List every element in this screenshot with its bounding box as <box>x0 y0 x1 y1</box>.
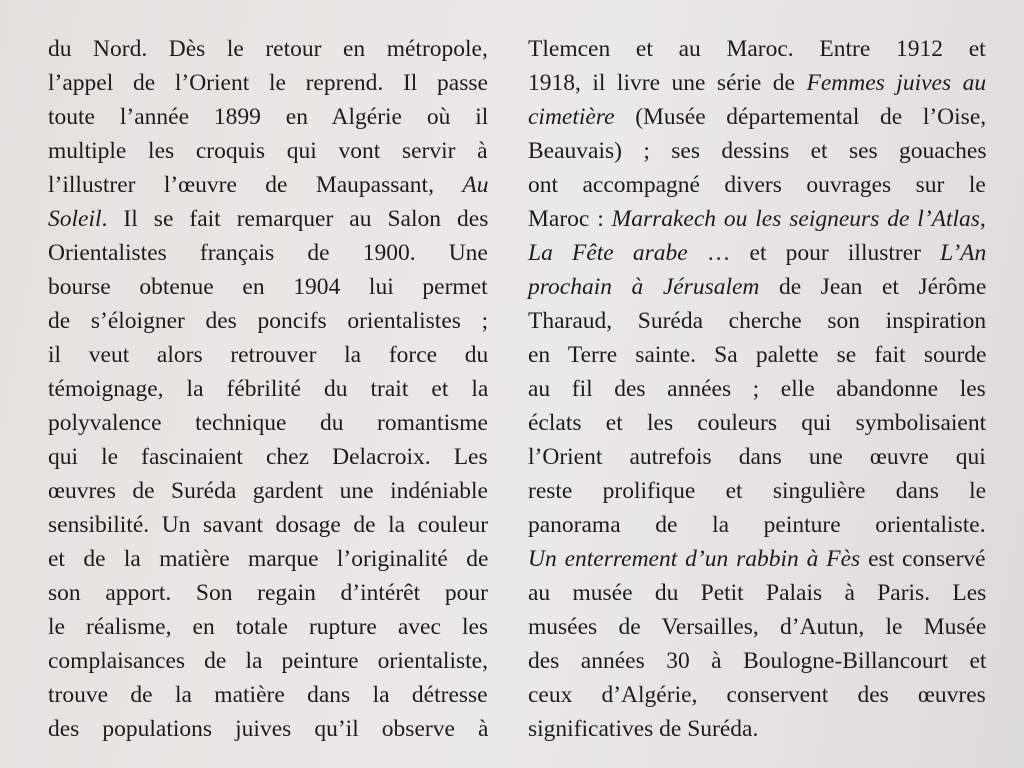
body-text: l’illustrer l’œuvre de Maupassant, <box>48 172 463 198</box>
italic-title-text: prochain à Jérusalem <box>528 274 760 300</box>
right-line-21 <box>528 712 986 746</box>
right-line-16 <box>528 542 986 576</box>
left-line-18 <box>48 610 488 644</box>
right-line-10 <box>528 338 986 372</box>
body-text: en Terre sainte. Sa palette se fait sourde <box>528 342 987 368</box>
right-line-15 <box>528 508 986 542</box>
body-text: ont accompagné divers ouvrages sur le <box>528 172 986 198</box>
body-text: … et pour illustrer <box>687 240 941 266</box>
body-text: au musée du Petit Palais à Paris. Les <box>528 580 987 606</box>
body-text: est conservé <box>860 546 986 572</box>
body-text: au fil des années ; elle abandonne les <box>528 376 986 402</box>
body-text: polyvalence technique du romantisme <box>48 410 488 436</box>
left-line-20 <box>48 678 488 712</box>
body-text: le réalisme, en totale rupture avec les <box>48 614 489 640</box>
left-line-15 <box>48 508 488 542</box>
right-line-1 <box>528 32 986 66</box>
body-text: témoignage, la fébrilité du trait et la <box>48 376 489 402</box>
italic-title-text: Un enterrement d’un rabbin à Fès <box>528 546 861 572</box>
left-line-14 <box>48 474 488 508</box>
body-text: et de la matière marque l’originalité de <box>48 546 489 572</box>
body-text: Beauvais) ; ses dessins et ses gouaches <box>528 138 987 164</box>
italic-title-text: cimetière <box>528 104 615 130</box>
left-line-1 <box>48 32 488 66</box>
body-text: complaisances de la peinture orientaliste, <box>48 648 488 674</box>
left-line-11 <box>48 372 488 406</box>
body-text: de Jean et Jérôme <box>759 274 987 300</box>
right-line-12 <box>528 406 986 440</box>
left-line-8 <box>48 270 488 304</box>
body-text: (Musée départemental de l’Oise, <box>614 104 987 130</box>
left-line-13 <box>48 440 488 474</box>
body-text: Tharaud, Suréda cherche son inspiration <box>528 308 987 334</box>
body-text: de s’éloigner des poncifs orientalistes ; <box>48 308 489 334</box>
body-text: sensibilité. Un savant dosage de la couleur <box>48 512 489 538</box>
right-line-7 <box>528 236 986 270</box>
right-line-19 <box>528 644 986 678</box>
left-line-7 <box>48 236 488 270</box>
right-line-2 <box>528 66 986 100</box>
italic-title-text: Au <box>462 172 489 198</box>
right-line-3 <box>528 100 986 134</box>
body-text: 1918, il livre une série de <box>528 70 807 96</box>
italic-title-text: Soleil <box>48 206 102 232</box>
body-text: Tlemcen et au Maroc. Entre 1912 et <box>528 36 986 62</box>
body-text: il veut alors retrouver la force du <box>48 342 489 368</box>
right-line-6 <box>528 202 986 236</box>
italic-title-text: L’An <box>940 240 987 266</box>
body-text: du Nord. Dès le retour en métropole, <box>48 36 488 62</box>
right-line-13 <box>528 440 986 474</box>
right-line-5 <box>528 168 986 202</box>
body-text: . Il se fait remarquer au Salon des <box>101 206 489 232</box>
left-line-19 <box>48 644 488 678</box>
left-text-column <box>48 32 488 746</box>
left-line-17 <box>48 576 488 610</box>
left-line-6 <box>48 202 488 236</box>
body-text: multiple les croquis qui vont servir à <box>48 138 488 164</box>
body-text: des populations juives qu’il observe à <box>48 716 489 742</box>
body-text: l’appel de l’Orient le reprend. Il passe <box>48 70 488 96</box>
left-line-21 <box>48 712 488 746</box>
italic-title-text: La Fête arabe <box>528 240 688 266</box>
right-line-9 <box>528 304 986 338</box>
body-text: Orientalistes français de 1900. Une <box>48 240 488 266</box>
right-line-4 <box>528 134 986 168</box>
body-text: œuvres de Suréda gardent une indéniable <box>48 478 488 504</box>
body-text: son apport. Son regain d’intérêt pour <box>48 580 488 606</box>
left-line-12 <box>48 406 488 440</box>
left-line-16 <box>48 542 488 576</box>
left-line-3 <box>48 100 488 134</box>
body-text: éclats et les couleurs qui symbolisaient <box>528 410 987 436</box>
body-text: musées de Versailles, d’Autun, le Musée <box>528 614 987 640</box>
body-text: Maroc : <box>528 206 612 232</box>
body-text: ceux d’Algérie, conservent des œuvres <box>528 682 986 708</box>
body-text: trouve de la matière dans la détresse <box>48 682 488 708</box>
left-line-2 <box>48 66 488 100</box>
left-line-4 <box>48 134 488 168</box>
left-line-5 <box>48 168 488 202</box>
right-line-18 <box>528 610 986 644</box>
body-text: panorama de la peinture orientaliste. <box>528 512 986 538</box>
left-line-10 <box>48 338 488 372</box>
right-text-column <box>528 32 986 746</box>
body-text: reste prolifique et singulière dans le <box>528 478 987 504</box>
right-line-11 <box>528 372 986 406</box>
right-line-20 <box>528 678 986 712</box>
body-text: des années 30 à Boulogne-Billancourt et <box>528 648 987 674</box>
right-line-14 <box>528 474 986 508</box>
left-line-9 <box>48 304 488 338</box>
body-text: qui le fascinaient chez Delacroix. Les <box>48 444 488 470</box>
body-text: bourse obtenue en 1904 lui permet <box>48 274 488 300</box>
right-line-8 <box>528 270 986 304</box>
body-text: l’Orient autrefois dans une œuvre qui <box>528 444 986 470</box>
body-text: toute l’année 1899 en Algérie où il <box>48 104 489 130</box>
italic-title-text: Marrakech ou les seigneurs de l’Atlas, <box>611 206 986 232</box>
italic-title-text: Femmes juives au <box>806 70 987 96</box>
body-text: significatives de Suréda. <box>528 716 759 742</box>
right-line-17 <box>528 576 986 610</box>
